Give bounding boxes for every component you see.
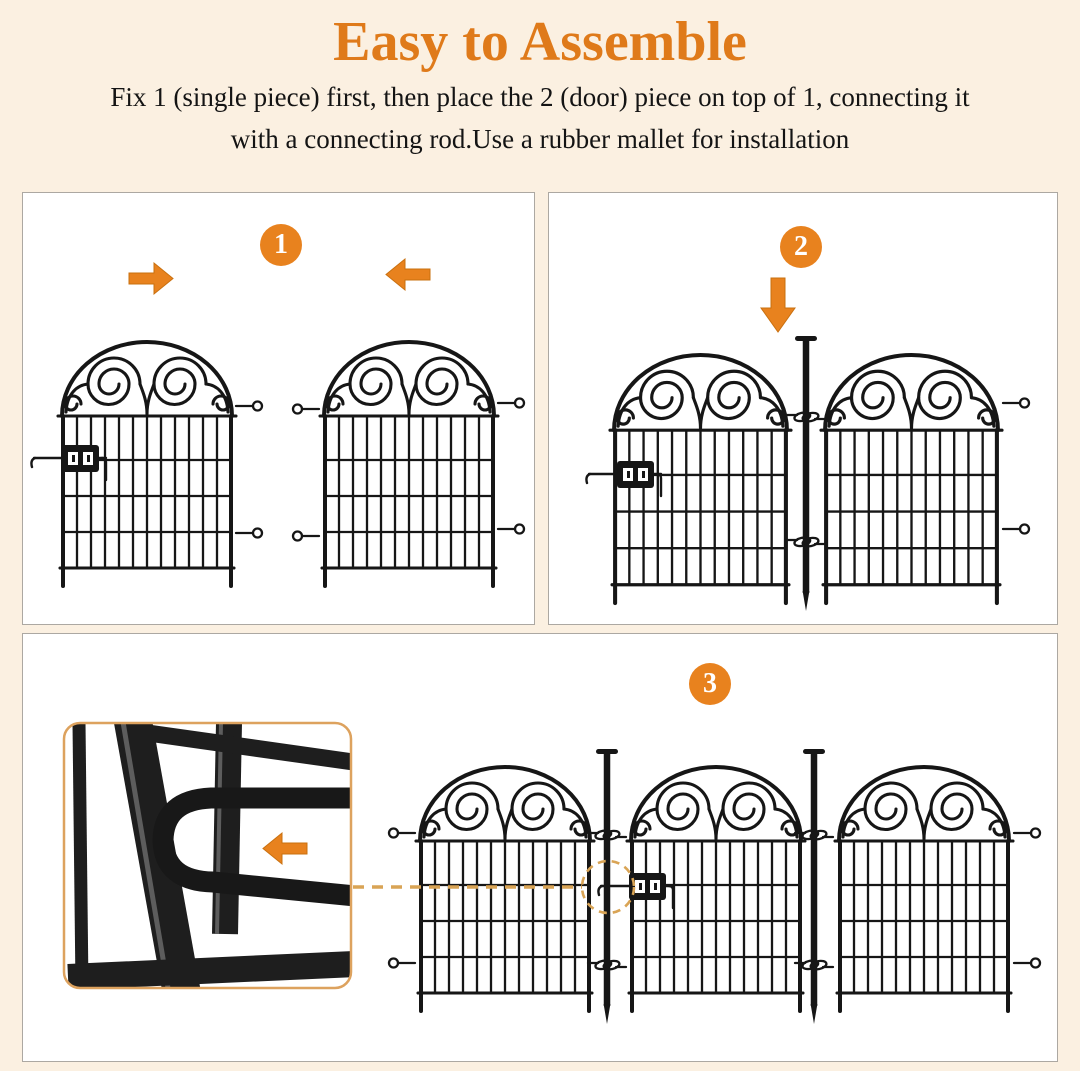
step-3-panel	[22, 633, 1058, 1062]
eyelet-hook	[1014, 829, 1040, 838]
inset-photo	[64, 716, 355, 994]
fence-panel-graphic	[416, 767, 594, 1011]
eyelet-hook	[1003, 399, 1029, 408]
connecting-rod	[795, 336, 817, 611]
connecting-rod	[803, 749, 825, 1024]
step-2-panel	[548, 192, 1058, 625]
page-title: Easy to Assemble	[333, 11, 747, 73]
step-3-illustration	[23, 634, 1059, 1063]
arrow-right-icon	[129, 263, 173, 294]
step-1-badge: 1	[260, 224, 302, 266]
step-3-badge: 3	[689, 663, 731, 705]
eyelet-hook	[293, 532, 319, 541]
eyelet-hook	[389, 829, 415, 838]
eyelet-hook	[1003, 525, 1029, 534]
eyelet-hook	[498, 525, 524, 534]
eyelet-hook	[236, 402, 262, 411]
arrow-down-icon	[761, 278, 795, 332]
gate-latch	[586, 461, 661, 496]
eyelet-hook	[1014, 959, 1040, 968]
subtitle	[0, 76, 1080, 160]
eyelet-hook	[389, 959, 415, 968]
subtitle-line-2: with a connecting rod.Use a rubber mallet for installation	[230, 124, 850, 154]
fence-panel-graphic	[821, 355, 1002, 603]
gate-latch	[31, 445, 106, 480]
eyelet-hook	[293, 405, 319, 414]
arrow-left-icon	[386, 259, 430, 290]
fence-panel-graphic	[320, 342, 498, 586]
subtitle-line-1: Fix 1 (single piece) first, then place the 2 (door) piece on top of 1, connecting it	[110, 82, 970, 112]
step-1-panel	[22, 192, 535, 625]
eyelet-hook	[498, 399, 524, 408]
step-2-badge: 2	[780, 226, 822, 268]
eyelet-hook	[236, 529, 262, 538]
fence-panel-graphic	[835, 767, 1013, 1011]
header	[0, 0, 1080, 160]
